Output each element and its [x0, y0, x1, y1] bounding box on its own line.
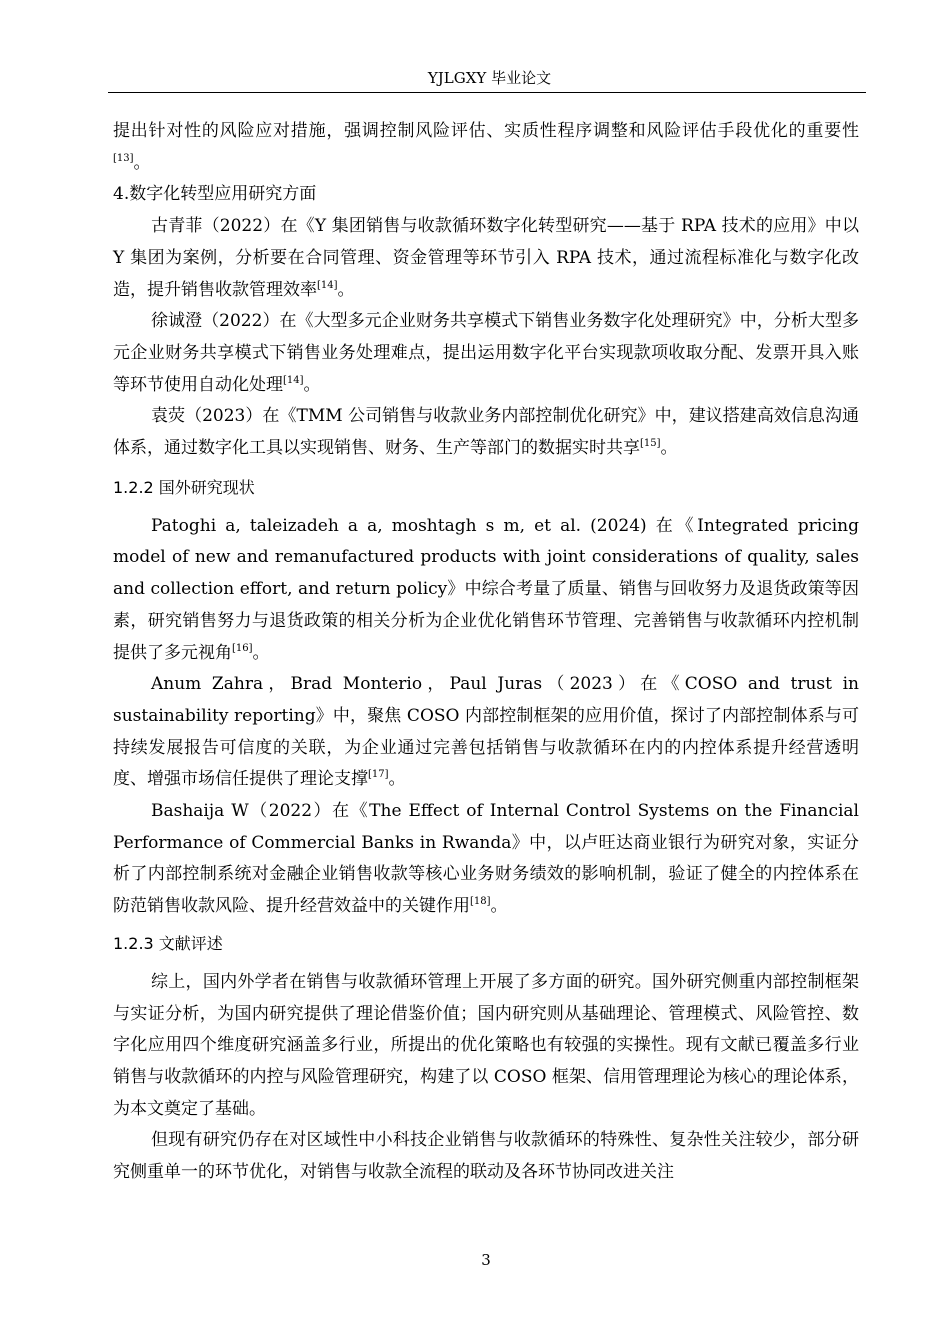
citation-ref: [15] [640, 438, 661, 450]
paragraph-end: 。 [388, 769, 406, 790]
citation-ref: [14] [317, 279, 338, 291]
paragraph-text: 提出针对性的风险应对措施，强调控制风险评估、实质性程序调整和风险评估手段优化的重要性 [113, 121, 859, 141]
citation-ref: [18] [470, 896, 491, 908]
running-header: YJLGXY 毕业论文 [427, 69, 552, 87]
citation-ref: [16] [232, 642, 253, 654]
paragraph-patoghi [113, 511, 859, 670]
citation-ref: [14] [283, 374, 304, 386]
paragraph-end: 。 [252, 642, 270, 663]
sub-heading: 4.数字化转型应用研究方面 [113, 184, 317, 205]
paragraph-zahra [113, 669, 859, 796]
citation-ref: [17] [368, 769, 389, 781]
paragraph-end: 。 [133, 152, 151, 173]
paragraph-review-gaps: 但现有研究仍存在对区域性中小科技企业销售与收款循环的特殊性、复杂性关注较少，部分研究侧重单一的环节优化，对销售与收款全流程的联动及各环节协同改进关注 [113, 1130, 859, 1183]
paragraph-text: 古青菲（2022）在《Y 集团销售与收款循环数字化转型研究——基于 RPA 技术的应用》中以 Y 集团为案例，分析要在合同管理、资金管理等环节引入 RPA 技术，通过流程标准化与数字化改造，提升销售收款管理效率 [113, 216, 859, 300]
page-body [113, 116, 859, 1189]
paragraph-continued [113, 116, 859, 179]
paragraph-bashaija [113, 796, 859, 923]
paragraph-text: 袁荧（2023）在《TMM 公司销售与收款业务内部控制优化研究》中，建议搭建高效信息沟通体系，通过数字化工具以实现销售、财务、生产等部门的数据实时共享 [113, 406, 859, 459]
paragraph-review-summary: 综上，国内外学者在销售与收款循环管理上开展了多方面的研究。国外研究侧重内部控制框架与实证分析，为国内研究提供了理论借鉴价值；国内研究则从基础理论、管理模式、风险管控、数字化应用四个维度研究涵盖多行业，所提出的优化策略也有较强的实操性。现有文献已覆盖多行业销售与收款循环的内控与风险管理研究，构建了以 COSO 框架、信用管理理论为核心的理论体系，为本文奠定了基础。 [113, 971, 859, 1119]
paragraph-xuchengcheng [113, 306, 859, 401]
paragraph-yuanying [113, 401, 859, 464]
paragraph-text: Bashaija W（2022）在《The Effect of Internal Control Systems on the Financial Performance of Commercial Banks in Rwanda》中，以卢旺达商业银行为研究对象，实证分析了内部控制系统对金融企业销售收款等核心业务财务绩效的影响机制，验证了健全的内控体系在防范销售收款风险、提升经营效益中的关键作用 [113, 801, 859, 917]
paragraph-end: 。 [303, 374, 321, 395]
section-heading-1-2-2: 1.2.2 国外研究现状 [113, 477, 255, 497]
paragraph-text: 徐诚澄（2022）在《大型多元企业财务共享模式下销售业务数字化处理研究》中，分析大型多元企业财务共享模式下销售业务处理难点，提出运用数字化平台实现款项收取分配、发票开具入账等环节使用自动化处理 [113, 311, 859, 395]
paragraph-text: Anum Zahra，Brad Monterio，Paul Juras（2023）在《COSO and trust in sustainability reporting》中，聚焦 COSO 内部控制框架的应用价值，探讨了内部控制体系与可持续发展报告可信度的关联，为企业通过完善包括销售与收款循环在内的内控体系提升经营透明度、增强市场信任提供了理论支撑 [113, 674, 859, 790]
paragraph-end: 。 [660, 438, 678, 459]
paragraph-text: Patoghi a, taleizadeh a a, moshtagh s m, et al. (2024) 在《Integrated pricing model of new and remanufactured products with joint considerations of quality, sales and collection effort, and return policy》中综合考量了质量、销售与回收努力及退货政策等因素，研究销售努力与退货政策的相关分析为企业优化销售环节管理、完善销售与收款循环内控机制提供了多元视角 [113, 515, 859, 663]
paragraph-end: 。 [337, 279, 355, 300]
citation-ref: [13] [113, 152, 134, 164]
paragraph-guqingfei [113, 211, 859, 306]
paragraph-end: 。 [490, 896, 508, 917]
section-heading-1-2-3: 1.2.3 文献评述 [113, 933, 223, 953]
header-divider [108, 92, 866, 93]
page-number: 3 [481, 1251, 491, 1269]
